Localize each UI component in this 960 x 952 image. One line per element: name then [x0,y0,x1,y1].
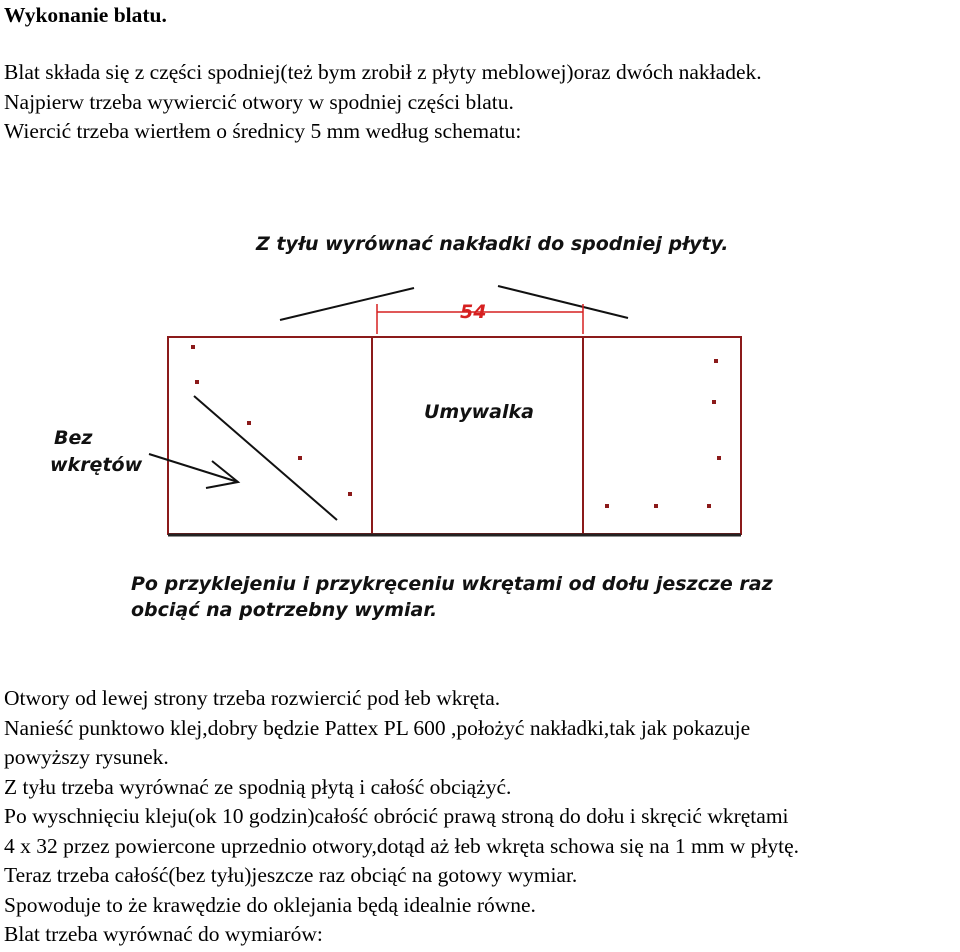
instructions-paragraph [4,684,799,950]
drill-hole [717,456,721,460]
arrow-head-icon [206,461,238,488]
text-line: Teraz trzeba całość(bez tyłu)jeszcze raz obciąć na gotowy wymiar. [4,863,578,887]
text-line: Z tyłu trzeba wyrównać ze spodnią płytą i całość obciążyć. [4,774,512,799]
text-line: Nanieść punktowo klej,dobry będzie Pattex PL 600 ,położyć nakładki,tak jak pokazuje [4,715,751,740]
diagram-bottom-note-2: obciąć na potrzebny wymiar. [131,599,438,621]
sink-label: Umywalka [424,401,534,423]
text-line: Otwory od lewej strony trzeba rozwiercić pod łeb wkręta. [4,686,501,710]
text-line: Najpierw trzeba wywiercić otwory w spodniej części blatu. [4,89,514,114]
page-heading: Wykonanie blatu. [4,3,167,27]
text-line: Blat trzeba wyrównać do wymiarów: [4,922,323,946]
pointer-line-right [498,286,628,318]
drill-hole [191,345,195,349]
intro-paragraph [4,58,762,147]
arrow-icon [149,454,238,482]
drill-hole [195,380,199,384]
pointer-line-left [280,288,414,320]
text-line: Spowoduje to że krawędzie do oklejania będą idealnie równe. [4,892,536,917]
drill-hole [605,504,609,508]
text-line: Blat składa się z części spodniej(też bym zrobił z płyty meblowej)oraz dwóch nakładek. [4,60,762,84]
text-line: powyższy rysunek. [4,745,169,769]
diagram-bottom-note-1: Po przyklejeniu i przykręceniu wkrętami od dołu jeszcze raz [131,573,773,595]
dimension-label: 54 [460,301,487,323]
drill-hole [707,504,711,508]
drill-hole [298,456,302,460]
no-screws-label-1: Bez [54,427,93,449]
drilling-diagram [0,220,960,640]
text-line: Po wyschnięciu kleju(ok 10 godzin)całość obrócić prawą stroną do dołu i skręcić wkrętami [4,804,789,828]
text-line: 4 x 32 przez powiercone uprzednio otwory,dotąd aż łeb wkręta schowa się na 1 mm w płytę. [4,833,800,858]
no-screws-label-2: wkrętów [50,454,143,476]
drill-hole [348,492,352,496]
drill-hole [712,400,716,404]
text-line: Wiercić trzeba wiertłem o średnicy 5 mm według schematu: [4,119,522,143]
drill-hole [714,359,718,363]
diagram-top-note: Z tyłu wyrównać nakładki do spodniej płyty. [256,233,729,255]
diagonal-line [194,396,337,520]
drill-hole [654,504,658,508]
drill-hole [247,421,251,425]
